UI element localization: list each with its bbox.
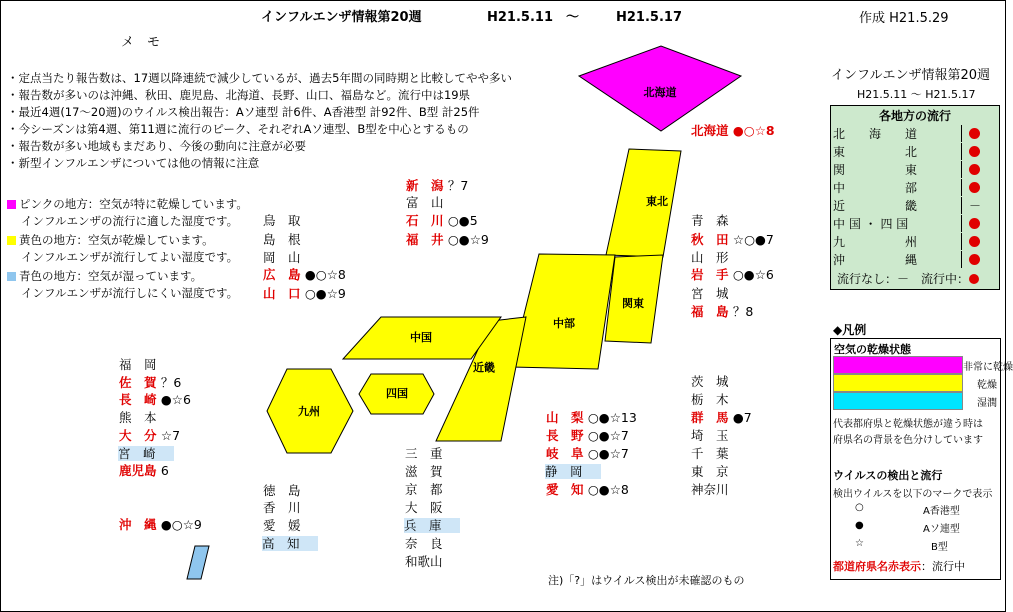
- label-kanto: 関東: [622, 297, 644, 310]
- region-tohoku: [606, 149, 681, 257]
- hk-mark-icon: ○: [855, 502, 864, 513]
- pink-note-2: インフルエンザの流行に適した湿度です。: [21, 214, 239, 228]
- pref-fukuoka: 福 岡: [119, 357, 157, 372]
- yellow-note-text: 黄色の地方：空気が乾燥しています。: [19, 233, 214, 247]
- pref-fukushima-name: 福 島: [691, 304, 729, 319]
- pref-yamaguchi-name: 山 口: [263, 286, 301, 301]
- pref-fukui: [406, 232, 489, 247]
- panel-heading: 各地方の流行: [878, 109, 951, 123]
- panel-row-chugoku-shikoku: [831, 214, 999, 232]
- pref-gifu-name: 岐 阜: [546, 446, 584, 461]
- label-tohoku: 東北: [646, 195, 668, 208]
- panel-row-hokkaido: [831, 124, 999, 142]
- pref-iwate-marks: ○●☆6: [732, 267, 774, 282]
- created-date: 作成 H21.5.29: [859, 11, 949, 26]
- pref-niigata: [406, 178, 468, 193]
- legend-hk-label: A香港型: [923, 506, 960, 517]
- pref-yamaguchi: [263, 286, 346, 301]
- region-chubu: [511, 254, 615, 369]
- pref-ishikawa-marks: ○●5: [447, 213, 478, 228]
- pref-saga-name: 佐 賀: [119, 375, 157, 390]
- pref-oita-name: 大 分: [119, 428, 157, 443]
- epidemic-dot-icon: [969, 128, 980, 139]
- pref-hiroshima-marks: ●○☆8: [304, 267, 346, 282]
- panel-title: インフルエンザ情報第20週: [831, 68, 991, 83]
- legend-box: [830, 338, 1013, 580]
- panel-row-kinki-name: 近 畿: [833, 197, 962, 214]
- legend-swatch-humid: [833, 392, 963, 410]
- pref-nagano-name: 長 野: [546, 428, 584, 443]
- yellow-note-2: インフルエンザが流行してよい湿度です。: [21, 250, 239, 264]
- epidemic-dot-icon: [969, 218, 980, 229]
- legend-epidemic-text: ：流行中: [921, 560, 965, 573]
- panel-footer-text: 流行なし：－ 流行中：: [837, 272, 970, 286]
- pref-kanagawa: 神奈川: [691, 482, 729, 497]
- legend-very-dry: 非常に乾燥: [963, 362, 1013, 373]
- period-start: H21.5.11: [487, 10, 553, 25]
- pref-saitama: 埼 玉: [691, 428, 729, 443]
- footnote: 注)「?」はウイルス検出が未確認のもの: [548, 574, 745, 587]
- pref-akita-name: 秋 田: [691, 232, 729, 247]
- legend-swatch-dry: [833, 374, 963, 392]
- legend-virus-title: ウイルスの検出と流行: [833, 469, 943, 482]
- region-okinawa: [187, 546, 209, 579]
- panel-row-kyushu-name: 九 州: [833, 233, 962, 250]
- period-tilde: ～: [566, 10, 580, 25]
- pref-kagoshima-name: 鹿児島: [119, 463, 157, 478]
- pref-iwate: [691, 267, 774, 282]
- pref-niigata-marks: ？7: [447, 178, 469, 193]
- pref-iwate-name: 岩 手: [691, 267, 729, 282]
- memo-line-2: ・報告数が多いのは沖縄、秋田、鹿児島、北海道、長野、山口、福島など。流行中は19県: [7, 88, 471, 102]
- pref-chiba: 千 葉: [691, 446, 729, 461]
- panel-row-tohoku-name: 東 北: [833, 143, 962, 160]
- pref-tottori: 鳥 取: [263, 213, 301, 228]
- pref-oita: [119, 428, 180, 443]
- epidemic-dot-icon: [969, 254, 980, 265]
- pref-fukushima-marks: ？8: [732, 304, 754, 319]
- pref-akita-marks: ☆○●7: [732, 232, 774, 247]
- pref-okayama: 岡 山: [263, 250, 301, 265]
- panel-row-chugoku-shikoku-name: 中 国 ・ 四 国: [833, 215, 962, 232]
- pref-fukushima: [691, 304, 753, 319]
- label-shikoku: 四国: [386, 387, 408, 400]
- panel-row-chubu: [831, 178, 999, 196]
- legend-note-2: 府県名の背景を色分けしています: [833, 435, 983, 446]
- panel-row-okinawa: [831, 250, 999, 268]
- memo-line-4: ・今シーズンは第4週、第11週に流行のピーク、それぞれAソ連型、B型を中心とするもの: [7, 122, 469, 136]
- pref-hokkaido-name: 北海道: [691, 123, 729, 138]
- epidemic-dot-icon: [969, 164, 980, 175]
- pref-aichi-marks: ○●☆8: [587, 482, 629, 497]
- pref-hyogo: 兵 庫: [404, 518, 460, 533]
- legend-dry: 乾燥: [977, 380, 997, 391]
- pref-gunma-marks: ●7: [732, 410, 752, 425]
- memo-line-5: ・報告数が多い地域もまだあり、今後の動向に注意が必要: [7, 139, 306, 153]
- pref-nagasaki: [119, 392, 191, 407]
- pref-yamaguchi-marks: ○●☆9: [304, 286, 346, 301]
- pref-shizuoka: 静 岡: [545, 464, 601, 479]
- pref-gifu: [546, 446, 629, 461]
- legend-epidemic-red: 都道府県名赤表示: [833, 560, 921, 573]
- pref-mie: 三 重: [405, 446, 443, 461]
- panel-row-hokkaido-name: 北 海 道: [833, 125, 962, 142]
- pref-yamagata: 山 形: [691, 250, 729, 265]
- legend-air-title: 空気の乾燥状態: [834, 343, 911, 356]
- legend-sr-label: Aソ連型: [923, 524, 960, 535]
- panel-period: H21.5.11 ～ H21.5.17: [857, 88, 976, 101]
- memo-line-6: ・新型インフルエンザについては他の情報に注意: [7, 156, 260, 170]
- panel-row-kanto: [831, 160, 999, 178]
- pref-yamanashi-name: 山 梨: [546, 410, 584, 425]
- pref-saga: [119, 375, 181, 390]
- pref-hiroshima: [263, 267, 346, 282]
- memo-line-3: ・最近4週(17～20週)のウイルス検出報告：Aソ連型 計6件、A香港型 計92件、B型 計25件: [7, 105, 480, 119]
- legend-humid: 湿潤: [977, 398, 997, 409]
- legend-swatch-very-dry: [833, 356, 963, 374]
- pref-niigata-name: 新 潟: [406, 178, 444, 193]
- period-end: H21.5.17: [616, 10, 682, 25]
- epidemic-dot-icon: [969, 182, 980, 193]
- panel-row-tohoku: [831, 142, 999, 160]
- sr-mark-icon: ●: [855, 520, 864, 531]
- pref-toyama: 富 山: [406, 195, 444, 210]
- epidemic-dot-icon: [969, 274, 979, 284]
- epidemic-dot-icon: [969, 146, 980, 157]
- legend-epidemic: [833, 558, 965, 574]
- pref-oita-marks: ☆7: [160, 428, 181, 443]
- pref-okinawa-name: 沖 縄: [119, 517, 157, 532]
- b-mark-icon: ☆: [855, 538, 864, 549]
- pref-kochi: 高 知: [262, 536, 318, 551]
- pref-ishikawa: [406, 213, 478, 228]
- pref-ishikawa-name: 石 川: [406, 213, 444, 228]
- pref-kumamoto: 熊 本: [119, 410, 157, 425]
- pref-okinawa-marks: ●○☆9: [160, 517, 202, 532]
- panel-row-kanto-name: 関 東: [833, 161, 962, 178]
- pref-yamanashi-marks: ○●☆13: [587, 410, 637, 425]
- pink-note-text: ピンクの地方：空気が特に乾燥しています。: [19, 197, 248, 211]
- pref-ehime: 愛 媛: [263, 518, 301, 533]
- pref-miyazaki: 宮 崎: [118, 446, 174, 461]
- memo-heading: メ モ: [121, 35, 161, 50]
- blue-note-text: 青色の地方：空気が湿っています。: [19, 269, 203, 283]
- panel-row-chubu-name: 中 部: [833, 179, 962, 196]
- pref-nagasaki-marks: ●☆6: [160, 392, 191, 407]
- pref-hiroshima-name: 広 島: [263, 267, 301, 282]
- label-kyushu: 九州: [298, 405, 320, 418]
- pref-nara: 奈 良: [405, 536, 443, 551]
- pref-yamanashi: [546, 410, 637, 425]
- pref-kagoshima: [119, 463, 169, 478]
- pref-shimane: 島 根: [263, 232, 301, 247]
- panel-footer: [837, 270, 979, 287]
- panel-row-kyushu: [831, 232, 999, 250]
- pref-kagoshima-marks: 6: [160, 463, 169, 478]
- blue-note-2: インフルエンザが流行しにくい湿度です。: [21, 286, 239, 300]
- pref-gunma: [691, 410, 752, 425]
- pref-ibaraki: 茨 城: [691, 374, 729, 389]
- label-hokkaido: 北海道: [643, 86, 677, 99]
- panel-row-okinawa-name: 沖 縄: [833, 251, 962, 268]
- pref-tokushima: 徳 島: [263, 483, 301, 498]
- pref-tochigi: 栃 木: [691, 392, 729, 407]
- pref-akita: [691, 232, 774, 247]
- pref-okinawa: [119, 517, 202, 532]
- legend-virus-desc: 検出ウイルスを以下のマークで表示: [833, 489, 993, 500]
- label-chubu: 中部: [553, 317, 575, 330]
- no-epidemic-dash: －: [969, 199, 982, 213]
- pref-nagano-marks: ○●☆7: [587, 428, 629, 443]
- pref-miyagi: 宮 城: [691, 286, 729, 301]
- pref-kyoto: 京 都: [405, 482, 443, 497]
- pref-nagano: [546, 428, 629, 443]
- label-chugoku: 中国: [410, 331, 432, 344]
- report-title: インフルエンザ情報第20週: [261, 10, 422, 25]
- pref-saga-marks: ？6: [160, 375, 182, 390]
- pref-aomori: 青 森: [691, 213, 729, 228]
- pref-aichi-name: 愛 知: [546, 482, 584, 497]
- pref-aichi: [546, 482, 629, 497]
- pref-hokkaido-marks: ●○☆8: [732, 123, 775, 138]
- pref-kagawa: 香 川: [263, 500, 301, 515]
- legend-heading: ◆凡例: [833, 323, 867, 337]
- pref-gunma-name: 群 馬: [691, 410, 729, 425]
- pref-osaka: 大 阪: [405, 500, 443, 515]
- regional-status-panel: [830, 105, 1000, 290]
- panel-row-kinki: [831, 196, 999, 214]
- pref-tokyo: 東 京: [691, 464, 729, 479]
- pref-nagasaki-name: 長 崎: [119, 392, 157, 407]
- label-kinki: 近畿: [473, 361, 495, 374]
- legend-note-1: 代表都府県と乾燥状態が違う時は: [833, 419, 983, 430]
- legend-b-label: B型: [931, 542, 948, 553]
- pref-gifu-marks: ○●☆7: [587, 446, 629, 461]
- memo-line-1: ・定点当たり報告数は、17週以降連続で減少しているが、過去5年間の同時期と比較してやや多い: [7, 71, 512, 85]
- pref-shiga: 滋 賀: [405, 464, 443, 479]
- epidemic-dot-icon: [969, 236, 980, 247]
- pref-fukui-marks: ○●☆9: [447, 232, 489, 247]
- pref-wakayama: 和歌山: [405, 554, 443, 569]
- pref-fukui-name: 福 井: [406, 232, 444, 247]
- pref-hokkaido: [691, 123, 775, 138]
